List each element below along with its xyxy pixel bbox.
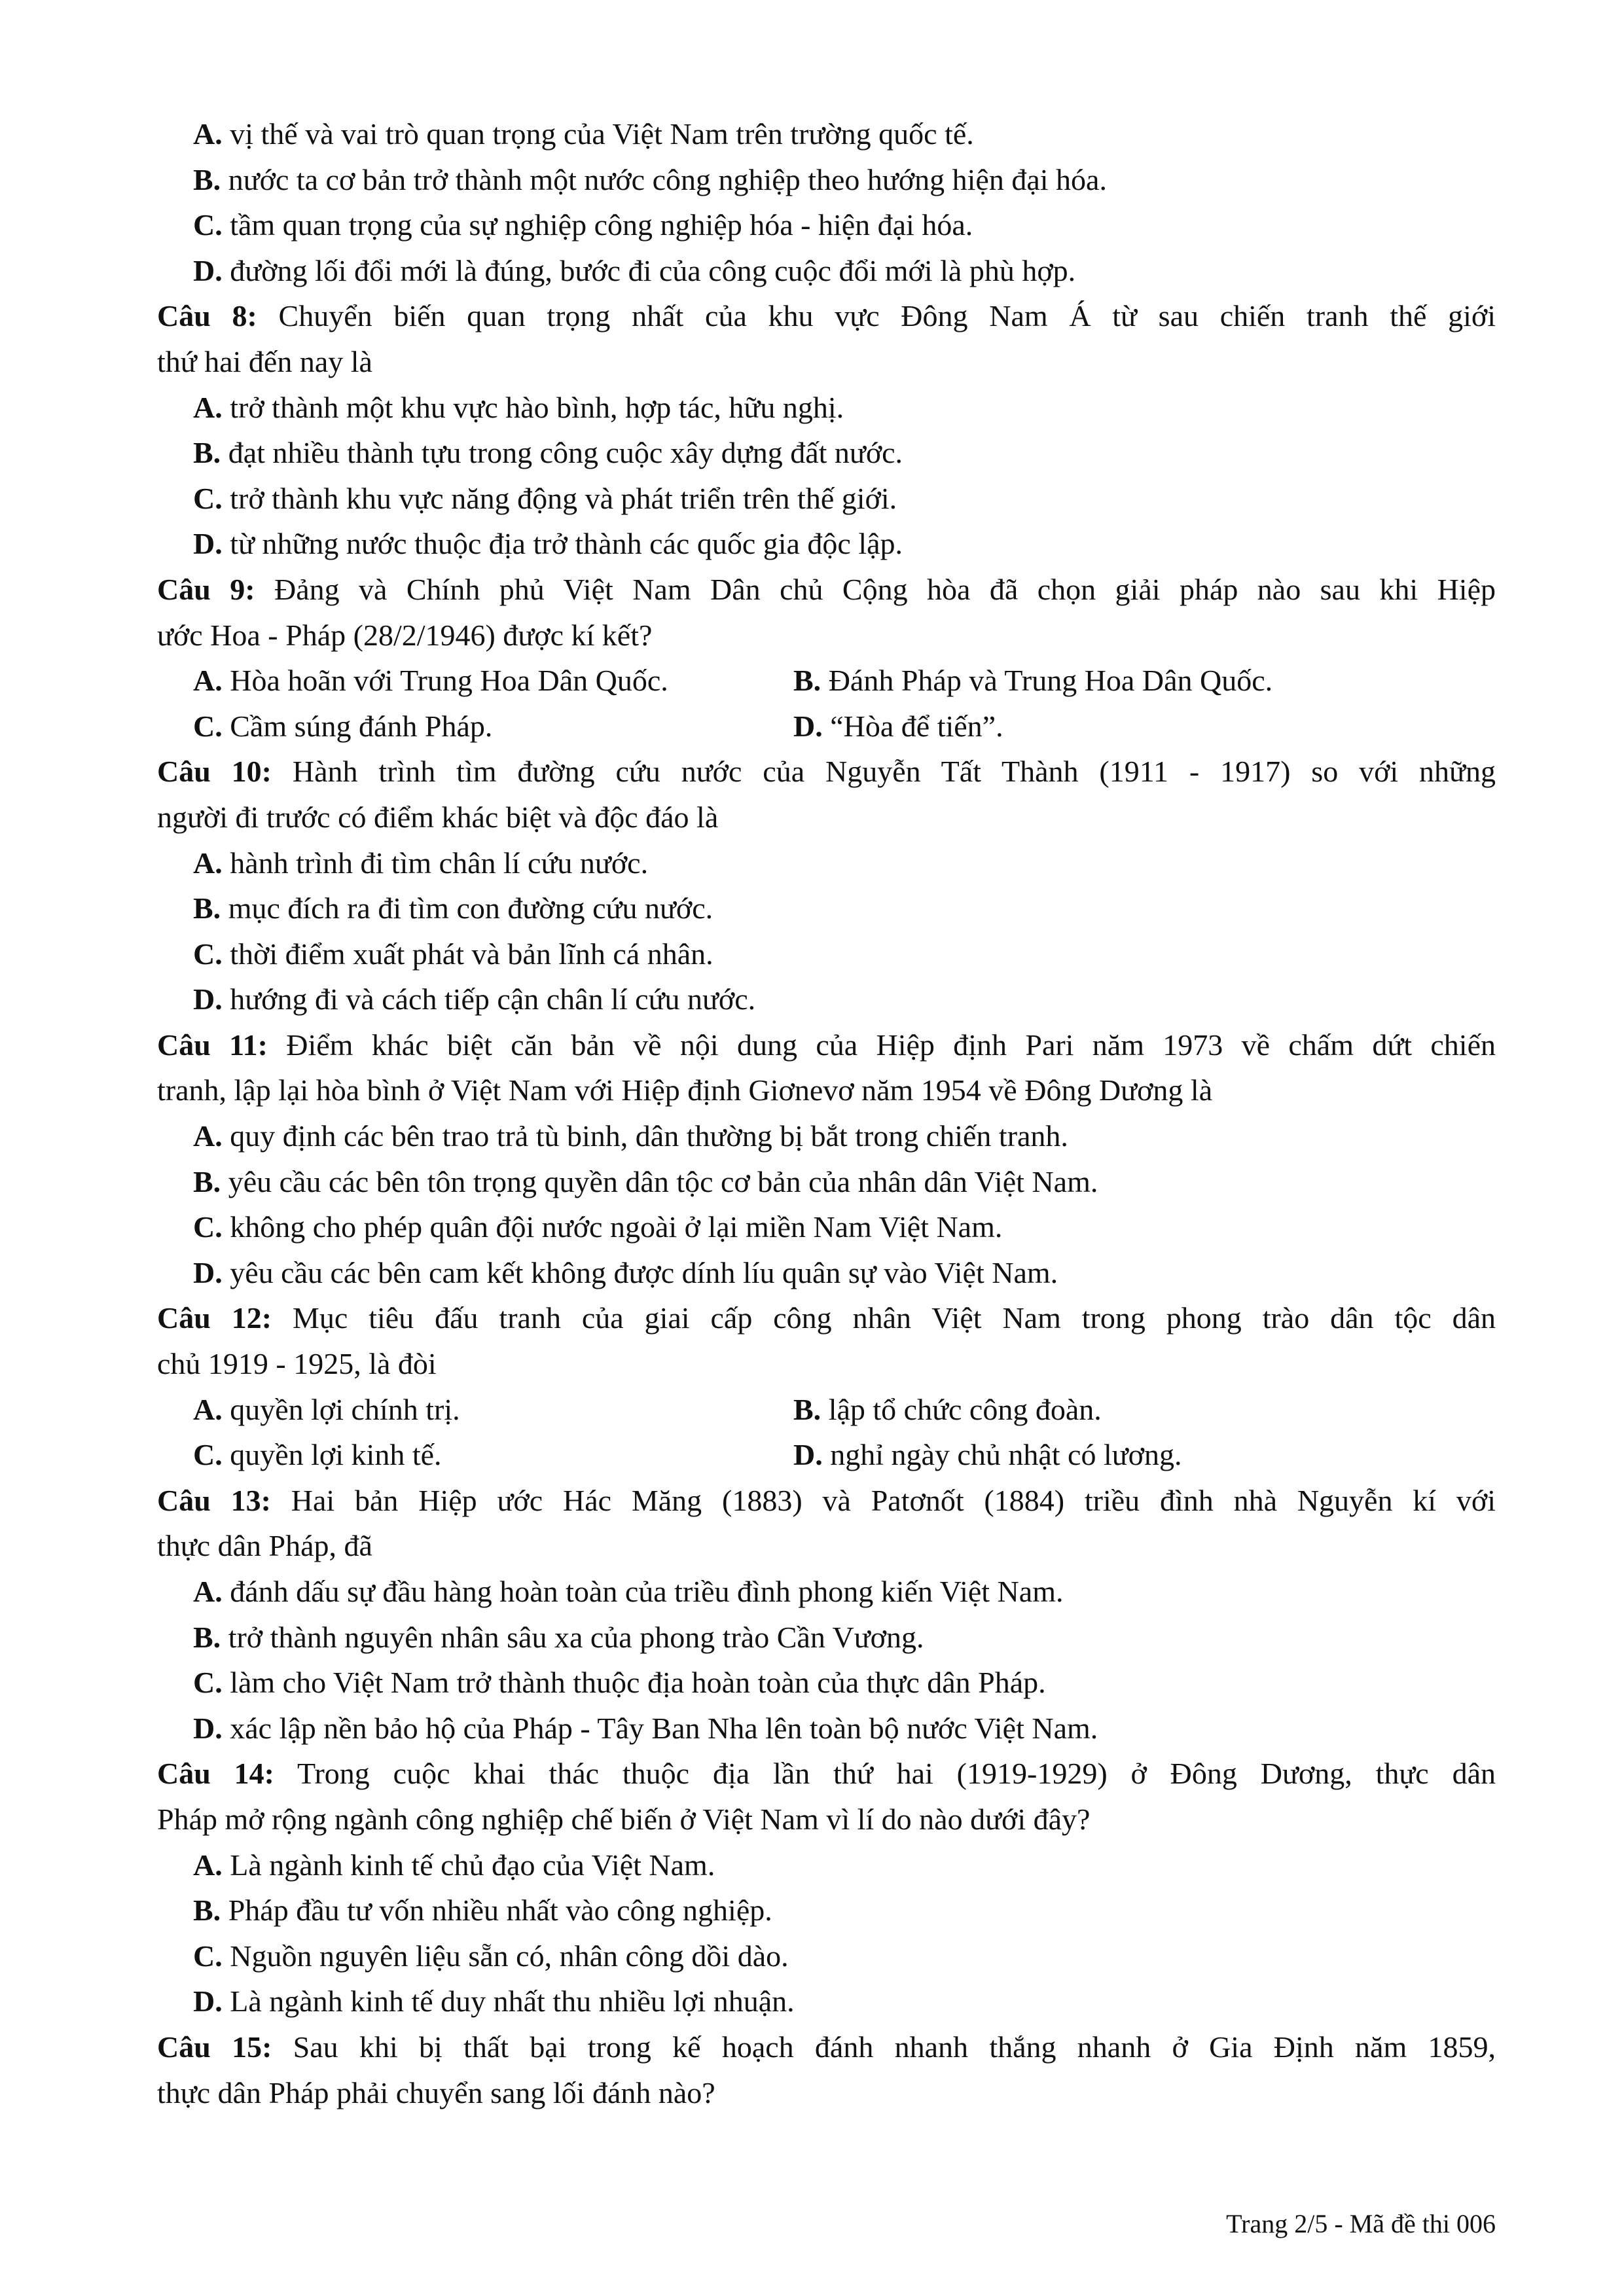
q13-stem-line1: Câu 13: Hai bản Hiệp ước Hác Măng (1883) và Patơnốt (1884) triều đình nhà Nguyễn kí với (157, 1483, 1496, 1517)
q8-stem-line2: thứ hai đến nay là (157, 344, 372, 378)
q12-option-d: D. nghỉ ngày chủ nhật có lương. (793, 1438, 1182, 1472)
q9-option-b: B. Đánh Pháp và Trung Hoa Dân Quốc. (793, 664, 1273, 698)
q13-option-d: D. xác lập nền bảo hộ của Pháp - Tây Ban Nha lên toàn bộ nước Việt Nam. (193, 1711, 1098, 1745)
q12-option-a: A. quyền lợi chính trị. (193, 1392, 460, 1426)
q9-option-a: A. Hòa hoãn với Trung Hoa Dân Quốc. (193, 664, 668, 698)
q13-option-c: C. làm cho Việt Nam trở thành thuộc địa hoàn toàn của thực dân Pháp. (193, 1666, 1046, 1700)
q13-stem-line2: thực dân Pháp, đã (157, 1529, 372, 1563)
q8-option-a: A. trở thành một khu vực hào bình, hợp tác, hữu nghị. (193, 390, 844, 424)
q11-option-a: A. quy định các bên trao trả tù binh, dân thường bị bắt trong chiến tranh. (193, 1119, 1068, 1153)
q11-stem-line1: Câu 11: Điểm khác biệt căn bản về nội dung của Hiệp định Pari năm 1973 về chấm dứt chiến (157, 1028, 1496, 1062)
q12-options-row1 (157, 1387, 1496, 1433)
q7-option-c: C. tầm quan trọng của sự nghiệp công nghiệp hóa - hiện đại hóa. (193, 208, 973, 242)
q10-option-c: C. thời điểm xuất phát và bản lĩnh cá nhân. (193, 937, 713, 971)
q15-stem-line2: thực dân Pháp phải chuyển sang lối đánh nào? (157, 2075, 715, 2109)
q8-option-d: D. từ những nước thuộc địa trở thành các quốc gia độc lập. (193, 527, 903, 561)
q9-options-row1 (157, 658, 1496, 704)
q12-stem-line2: chủ 1919 - 1925, là đòi (157, 1347, 437, 1381)
q11-option-d: D. yêu cầu các bên cam kết không được dính líu quân sự vào Việt Nam. (193, 1255, 1058, 1289)
q7-option-a: A. vị thế và vai trò quan trọng của Việt Nam trên trường quốc tế. (193, 117, 974, 151)
q8-option-c: C. trở thành khu vực năng động và phát triển trên thế giới. (193, 481, 897, 515)
q7-option-d: D. đường lối đổi mới là đúng, bước đi của công cuộc đổi mới là phù hợp. (193, 253, 1076, 287)
q9-option-c: C. Cầm súng đánh Pháp. (193, 709, 493, 743)
q14-stem-line2: Pháp mở rộng ngành công nghiệp chế biến ở Việt Nam vì lí do nào dưới đây? (157, 1802, 1091, 1836)
q10-stem-line2: người đi trước có điểm khác biệt và độc đáo là (157, 800, 719, 834)
q10-option-d: D. hướng đi và cách tiếp cận chân lí cứu nước. (193, 982, 756, 1016)
q11-stem-line2: tranh, lập lại hòa bình ở Việt Nam với Hiệp định Giơnevơ năm 1954 về Đông Dương là (157, 1073, 1213, 1107)
q8-stem-line1: Câu 8: Chuyển biến quan trọng nhất của khu vực Đông Nam Á từ sau chiến tranh thế giới (157, 299, 1496, 333)
q12-stem-line1: Câu 12: Mục tiêu đấu tranh của giai cấp công nhân Việt Nam trong phong trào dân tộc dân (157, 1301, 1496, 1335)
q7-option-b: B. nước ta cơ bản trở thành một nước công nghiệp theo hướng hiện đại hóa. (193, 162, 1107, 196)
q12-option-c: C. quyền lợi kinh tế. (193, 1438, 442, 1472)
q10-option-a: A. hành trình đi tìm chân lí cứu nước. (193, 846, 649, 880)
q12-option-b: B. lập tổ chức công đoàn. (793, 1392, 1102, 1426)
q14-option-c: C. Nguồn nguyên liệu sẵn có, nhân công dồi dào. (193, 1939, 789, 1973)
q11-option-b: B. yêu cầu các bên tôn trọng quyền dân tộc cơ bản của nhân dân Việt Nam. (193, 1164, 1098, 1198)
q9-options-row2 (157, 704, 1496, 749)
exam-content (157, 111, 1496, 2115)
q14-option-d: D. Là ngành kinh tế duy nhất thu nhiều lợi nhuận. (193, 1984, 795, 2018)
q8-option-b: B. đạt nhiều thành tựu trong công cuộc xây dựng đất nước. (193, 436, 903, 470)
q11-option-c: C. không cho phép quân đội nước ngoài ở lại miền Nam Việt Nam. (193, 1210, 1003, 1244)
q13-option-b: B. trở thành nguyên nhân sâu xa của phong trào Cần Vương. (193, 1620, 924, 1654)
page-footer: Trang 2/5 - Mã đề thi 006 (1226, 2209, 1496, 2238)
q9-option-d: D. “Hòa để tiến”. (793, 709, 1003, 743)
q14-option-b: B. Pháp đầu tư vốn nhiều nhất vào công nghiệp. (193, 1893, 772, 1928)
q12-options-row2 (157, 1432, 1496, 1478)
q13-option-a: A. đánh dấu sự đầu hàng hoàn toàn của triều đình phong kiến Việt Nam. (193, 1575, 1064, 1608)
q9-stem-line2: ước Hoa - Pháp (28/2/1946) được kí kết? (157, 618, 653, 652)
q14-stem-line1: Câu 14: Trong cuộc khai thác thuộc địa lần thứ hai (1919-1929) ở Đông Dương, thực dân (157, 1757, 1496, 1791)
q15-stem-line1: Câu 15: Sau khi bị thất bại trong kế hoạch đánh nhanh thắng nhanh ở Gia Định năm 1859, (157, 2030, 1496, 2064)
q9-stem-line1: Câu 9: Đảng và Chính phủ Việt Nam Dân chủ Cộng hòa đã chọn giải pháp nào sau khi Hiệp (157, 572, 1496, 606)
q10-stem-line1: Câu 10: Hành trình tìm đường cứu nước của Nguyễn Tất Thành (1911 - 1917) so với những (157, 755, 1496, 789)
q10-option-b: B. mục đích ra đi tìm con đường cứu nước. (193, 891, 713, 925)
q14-option-a: A. Là ngành kinh tế chủ đạo của Việt Nam. (193, 1848, 715, 1882)
